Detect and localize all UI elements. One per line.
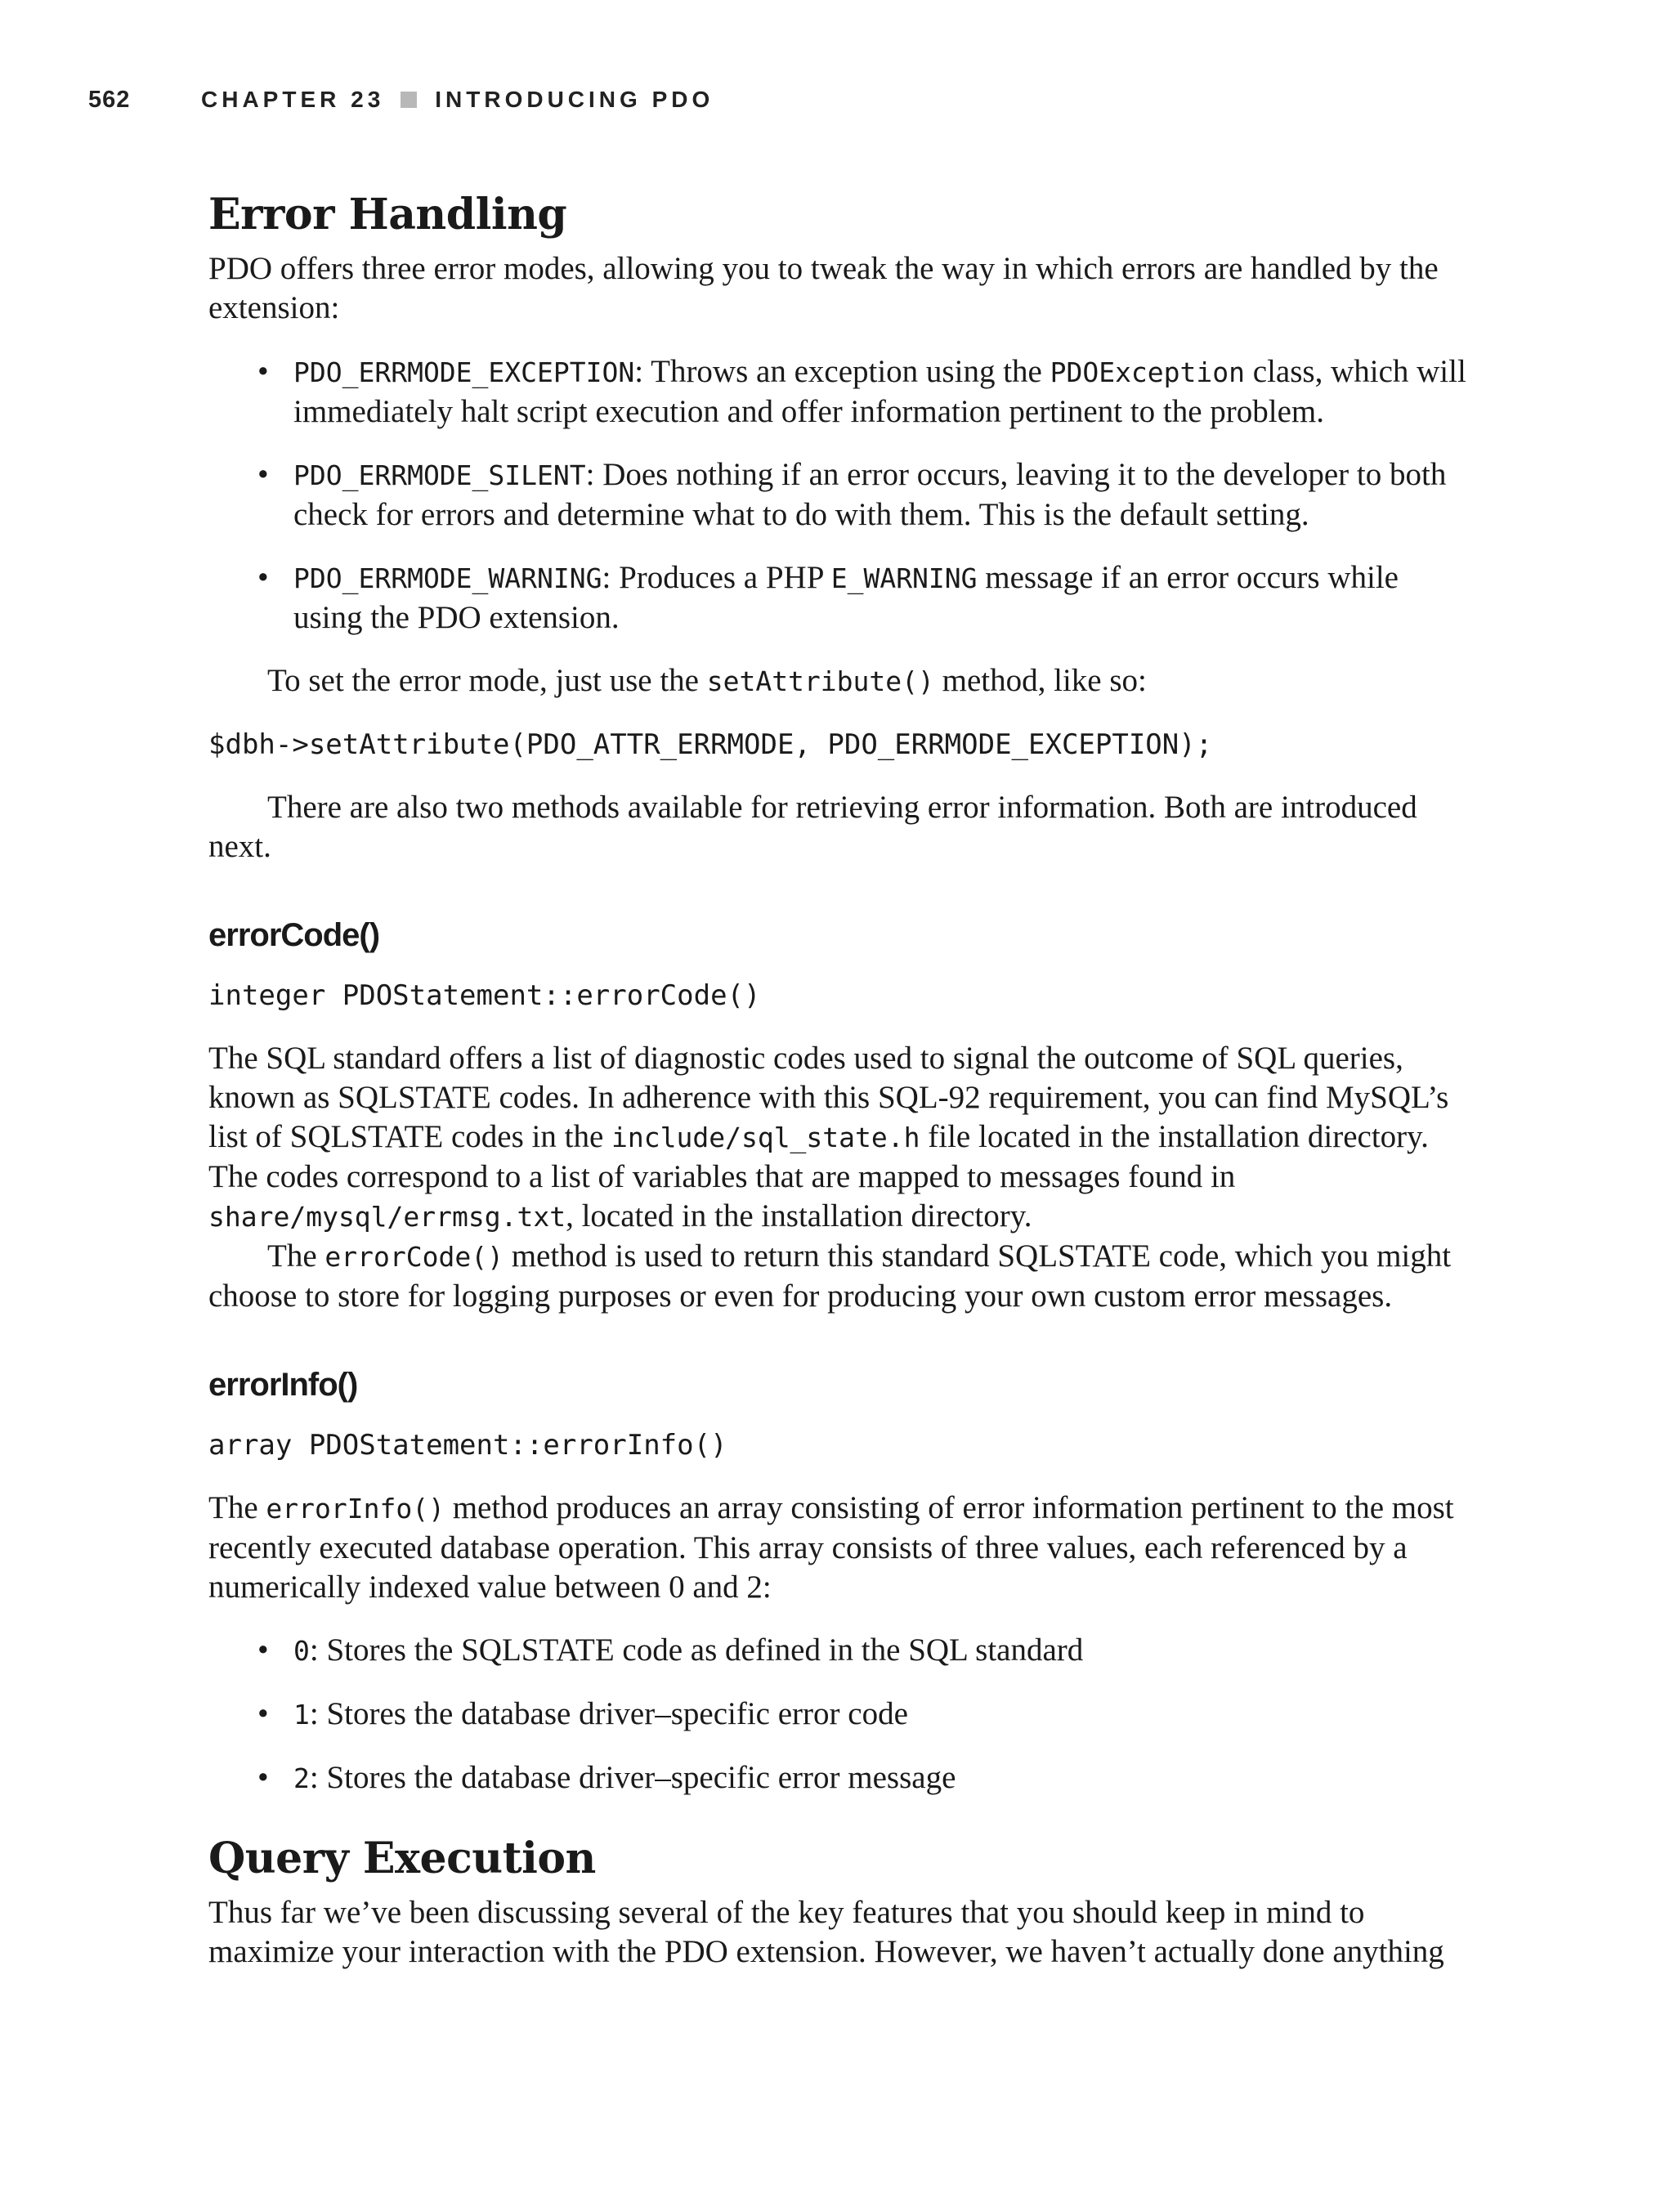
bullet-icon: • bbox=[257, 1632, 269, 1668]
error-info-signature: array PDOStatement::errorInfo() bbox=[208, 1429, 727, 1462]
paragraph-text: file located in the installation directory. The codes correspond to a list of variables that are mapped to messages found in bbox=[208, 1119, 1429, 1194]
query-execution-paragraph: Thus far we’ve been discussing several of the key features that you should keep in mind to maximize your interaction with the PDO extension. However, we haven’t actually done anything bbox=[208, 1895, 1444, 1969]
list-item-text: : Produces a PHP bbox=[602, 560, 831, 595]
paragraph-text: To set the error mode, just use the bbox=[267, 663, 707, 698]
header-square-icon bbox=[401, 92, 417, 108]
list-item bbox=[208, 455, 1467, 535]
code-example: $dbh->setAttribute(PDO_ATTR_ERRMODE, PDO_ERRMODE_EXCEPTION); bbox=[208, 728, 1213, 761]
heading-error-code: errorCode() bbox=[208, 917, 380, 953]
list-item bbox=[208, 558, 1467, 638]
list-item-text: : Throws an exception using the bbox=[634, 354, 1050, 389]
list-item-text: : Does nothing if an error occurs, leaving it to the developer to both check for errors and determine what to do with them. This is the default setting. bbox=[293, 457, 1447, 532]
two-methods-paragraph: There are also two methods available for retrieving error information. Both are introduced next. bbox=[208, 790, 1417, 864]
error-code-method-paragraph bbox=[208, 1237, 1467, 1316]
inline-code: 1 bbox=[293, 1699, 310, 1731]
list-item-text: : Stores the SQLSTATE code as defined in the SQL standard bbox=[309, 1632, 1084, 1668]
heading-error-info: errorInfo() bbox=[208, 1367, 358, 1403]
inline-code: PDOException bbox=[1050, 356, 1246, 388]
paragraph-text: , located in the installation directory. bbox=[566, 1198, 1032, 1234]
inline-code: PDO_ERRMODE_SILENT bbox=[293, 459, 586, 491]
list-item-text: message if an error occurs while using the PDO extension. bbox=[293, 560, 1399, 635]
chapter-title: INTRODUCING PDO bbox=[435, 87, 714, 112]
inline-code: 2 bbox=[293, 1762, 310, 1794]
list-item bbox=[208, 352, 1467, 432]
heading-error-handling: Error Handling bbox=[208, 190, 567, 240]
paragraph-text: The bbox=[208, 1490, 266, 1525]
error-info-paragraph bbox=[208, 1489, 1467, 1607]
inline-code: include/sql_state.h bbox=[611, 1122, 920, 1153]
list-item-text: : Stores the database driver–specific error message bbox=[309, 1760, 956, 1795]
error-code-paragraph bbox=[208, 1039, 1467, 1237]
inline-code: setAttribute() bbox=[706, 665, 934, 697]
chapter-label: CHAPTER 23 bbox=[201, 87, 385, 112]
inline-code: 0 bbox=[293, 1635, 310, 1667]
error-code-signature: integer PDOStatement::errorCode() bbox=[208, 979, 761, 1012]
inline-code: PDO_ERRMODE_WARNING bbox=[293, 562, 602, 594]
inline-code: errorCode() bbox=[325, 1241, 504, 1273]
bullet-icon: • bbox=[257, 1760, 269, 1795]
list-item-text: class, which will immediately halt script execution and offer information pertinent to the problem. bbox=[293, 354, 1466, 429]
set-mode-paragraph bbox=[208, 661, 1467, 701]
error-handling-intro: PDO offers three error modes, allowing you to tweak the way in which errors are handled by the extension: bbox=[208, 251, 1439, 325]
error-info-values-list bbox=[208, 1631, 1467, 1798]
list-item bbox=[208, 1695, 1467, 1735]
list-item bbox=[208, 1758, 1467, 1798]
bullet-icon: • bbox=[257, 457, 269, 492]
error-modes-list bbox=[208, 352, 1467, 638]
paragraph-text: The bbox=[267, 1238, 325, 1274]
list-item bbox=[208, 1631, 1467, 1671]
page-number: 562 bbox=[88, 86, 131, 113]
paragraph-text: method is used to return this standard SQLSTATE code, which you might choose to store for logging purposes or even for producing your own custom error messages. bbox=[208, 1238, 1452, 1314]
inline-code: E_WARNING bbox=[830, 562, 978, 594]
list-item-text: : Stores the database driver–specific error code bbox=[309, 1696, 908, 1731]
inline-code: errorInfo() bbox=[266, 1493, 445, 1525]
inline-code: PDO_ERRMODE_EXCEPTION bbox=[293, 356, 635, 388]
page-content bbox=[208, 184, 1467, 1972]
paragraph-text: method produces an array consisting of error information pertinent to the most recently executed database operation. This array consists of three values, each referenced by a numerically indexed value between 0 and 2: bbox=[208, 1490, 1454, 1605]
heading-query-execution: Query Execution bbox=[208, 1834, 596, 1883]
inline-code: share/mysql/errmsg.txt bbox=[208, 1201, 566, 1233]
bullet-icon: • bbox=[257, 354, 269, 389]
bullet-icon: • bbox=[257, 1696, 269, 1731]
running-head bbox=[88, 82, 714, 118]
paragraph-text: method, like so: bbox=[933, 663, 1147, 698]
bullet-icon: • bbox=[257, 560, 269, 595]
paragraph-text: The SQL standard offers a list of diagnostic codes used to signal the outcome of SQL queries, known as SQLSTATE codes. In adherence with this SQL-92 requirement, you can find MySQL’s list of SQLSTATE codes in the bbox=[208, 1041, 1449, 1154]
